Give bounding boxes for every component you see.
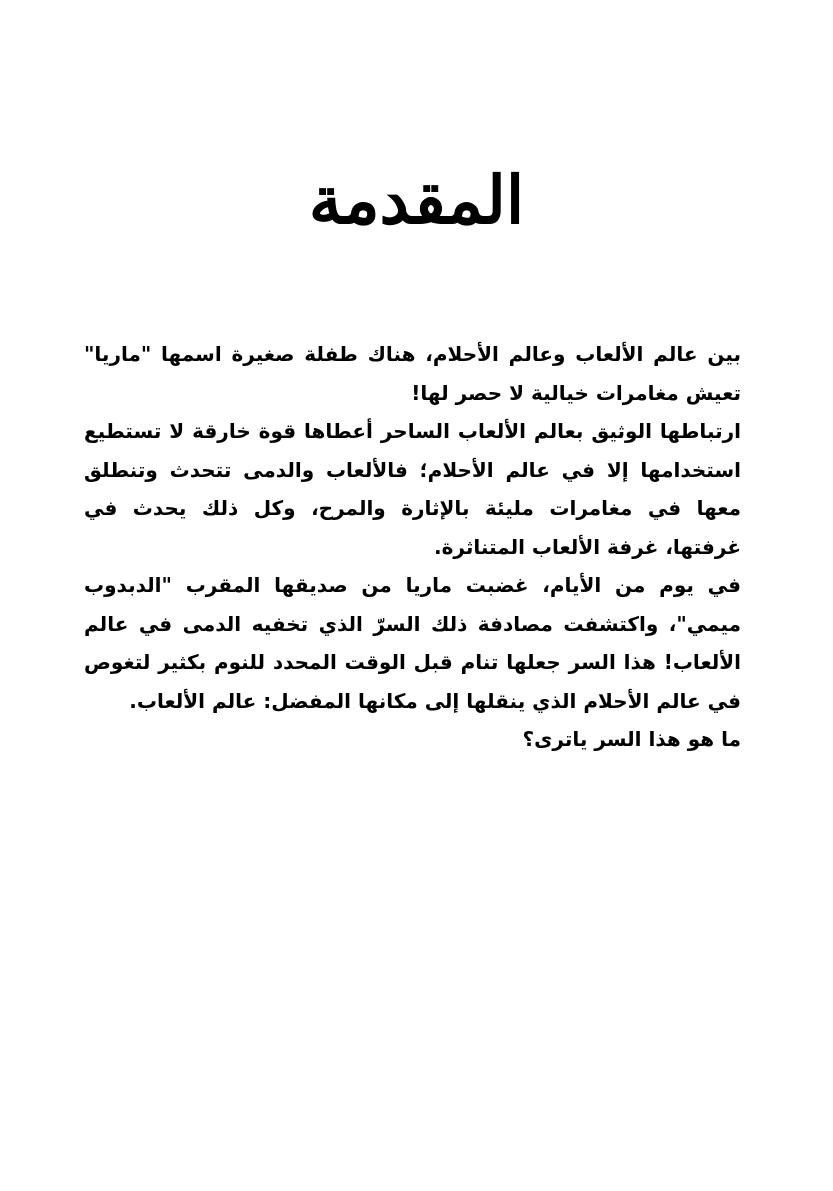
paragraph-powers: ارتباطها الوثيق بعالم الألعاب الساحر أعطاها قوة خارقة لا تستطيع استخدامها إلا في عالم الأحلام؛ فالألعاب والدمى تتحدث وتنطلق معها في مغامرات مليئة بالإثارة والمرح، وكل ذلك يحدث في غرفتها، غرفة الألعاب المتناثرة. xyxy=(84,419,741,559)
paragraph-question: ما هو هذا السر ياترى؟ xyxy=(522,727,741,751)
paragraph-secret: في يوم من الأيام، غضبت ماريا من صديقها المقرب "الدبدوب ميمي"، واكتشفت مصادفة ذلك السرّ الذي تخفيه الدمى في عالم الألعاب! هذا السر جعلها تنام قبل الوقت المحدد للنوم بكثير لتغوص في عالم الأحلام الذي ينقلها إلى مكانها المفضل: عالم الألعاب. xyxy=(84,573,741,713)
page-title: المقدمة xyxy=(308,161,525,239)
paragraph-intro: بين عالم الألعاب وعالم الأحلام، هناك طفلة صغيرة اسمها "ماريا" تعيش مغامرات خيالية لا حصر لها! xyxy=(84,342,741,405)
introduction-text xyxy=(84,335,741,759)
